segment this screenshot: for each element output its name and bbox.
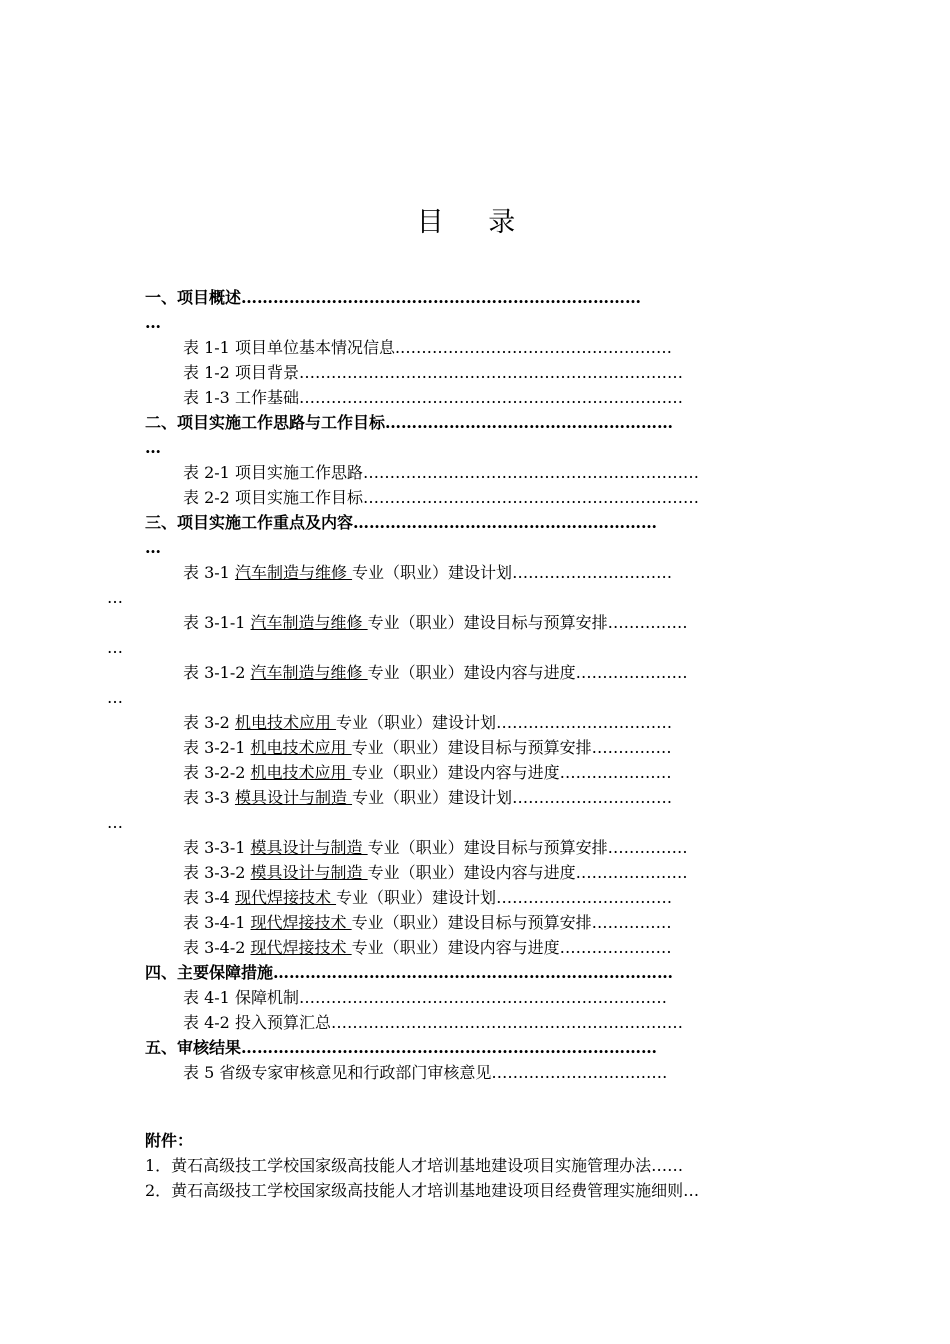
toc-entry[interactable]: [145, 760, 785, 785]
toc-entry[interactable]: [145, 860, 785, 885]
toc-entry-title: 五、审核结果: [145, 1038, 242, 1057]
toc-entry-number: 表 3-1-2: [183, 663, 251, 682]
toc-leader: ………………………………………………: [385, 413, 674, 432]
toc-leader: …………………………………………………: [353, 513, 658, 532]
toc-entry-title: 表 1-1 项目单位基本情况信息.: [183, 338, 401, 357]
toc-entry-title: 专业（职业）建设目标与预算安排: [367, 613, 608, 632]
toc-leader-continuation: …: [107, 588, 123, 607]
toc-entry[interactable]: [145, 985, 785, 1010]
toc-entry[interactable]: [145, 485, 785, 510]
toc-entry-specialty: 汽车制造与维修: [234, 563, 353, 582]
toc-leader: ……………: [591, 913, 672, 932]
table-of-contents: [107, 285, 785, 1085]
toc-leader-continuation: …: [107, 813, 123, 832]
toc-leader-continuation: …: [145, 313, 161, 332]
toc-entry-title: 表 2-2 项目实施工作目标: [183, 488, 363, 507]
toc-entry-title: 专业（职业）建设内容与进度: [367, 863, 576, 882]
toc-entry[interactable]: [107, 660, 785, 710]
attachments-heading: 附件：: [145, 1131, 194, 1150]
toc-entry[interactable]: [107, 785, 785, 835]
toc-leader: …………………: [575, 663, 688, 682]
toc-entry-title: 专业（职业）建设目标与预算安排: [351, 738, 592, 757]
toc-entry[interactable]: [145, 835, 785, 860]
toc-entry-title: 专业（职业）建设内容与进度: [367, 663, 576, 682]
toc-entry[interactable]: [145, 885, 785, 910]
toc-entry-title: 专业（职业）建设计划: [352, 788, 513, 807]
toc-entry-number: 表 3-2: [183, 713, 235, 732]
toc-entry-title: 表 2-1 项目实施工作思路: [183, 463, 363, 482]
toc-entry[interactable]: [145, 710, 785, 735]
toc-entry-title: 表 1-2 项目背景: [183, 363, 299, 382]
toc-entry-title: 专业（职业）建设内容与进度: [351, 938, 560, 957]
toc-entry-number: 表 3-3-1: [183, 838, 251, 857]
toc-entry-number: 表 3-4-1: [183, 913, 251, 932]
toc-entry-title: 三、项目实施工作重点及内容: [145, 513, 354, 532]
toc-entry-title: 二、项目实施工作思路与工作目标: [145, 413, 386, 432]
toc-section[interactable]: [145, 410, 785, 460]
toc-leader: …………………………: [512, 788, 673, 807]
toc-leader-continuation: …: [107, 688, 123, 707]
toc-entry[interactable]: [145, 735, 785, 760]
toc-leader: ……………………………………………………………………: [241, 1038, 658, 1057]
toc-leader: ……………………………: [496, 888, 673, 907]
toc-entry[interactable]: [145, 1010, 785, 1035]
toc-entry-specialty: 模具设计与制造: [250, 863, 368, 882]
toc-entry[interactable]: [145, 335, 785, 360]
toc-entry-title: 表 4-1 保障机制: [183, 988, 299, 1007]
toc-leader-continuation: …: [145, 438, 161, 457]
toc-entry-title: 专业（职业）建设目标与预算安排: [367, 838, 608, 857]
toc-leader: ……………………………………………: [400, 338, 673, 357]
toc-entry-title: 表 4-2 投入预算汇总: [183, 1013, 331, 1032]
toc-leader: ………………………………………………………: [362, 463, 699, 482]
toc-section[interactable]: [145, 1035, 785, 1060]
attachments: [145, 1128, 825, 1203]
toc-entry-specialty: 机电技术应用: [250, 738, 352, 757]
toc-entry-number: 表 3-1: [183, 563, 235, 582]
toc-entry-number: 表 3-4: [183, 888, 235, 907]
toc-entry-number: 表 3-3-2: [183, 863, 251, 882]
toc-entry-specialty: 模具设计与制造: [234, 788, 353, 807]
toc-entry-specialty: 汽车制造与维修: [250, 613, 368, 632]
toc-entry-number: 表 3-3: [183, 788, 235, 807]
toc-leader-continuation: …: [107, 638, 123, 657]
toc-leader: …………………………………………………………………: [241, 288, 642, 307]
toc-entry-title: 专业（职业）建设目标与预算安排: [351, 913, 592, 932]
toc-entry-title: 专业（职业）建设计划: [336, 888, 497, 907]
toc-entry-specialty: 汽车制造与维修: [250, 663, 368, 682]
toc-entry-specialty: 模具设计与制造: [250, 838, 368, 857]
attachment-item[interactable]: 1．黄石高级技工学校国家级高技能人才培训基地建设项目实施管理办法……: [145, 1156, 684, 1175]
toc-leader: ………………………………………………………………: [298, 388, 683, 407]
toc-entry[interactable]: [145, 910, 785, 935]
toc-entry[interactable]: [107, 560, 785, 610]
toc-leader: ……………: [607, 613, 688, 632]
toc-leader: ………………………………………………………………: [298, 363, 683, 382]
toc-entry-number: 表 3-2-1: [183, 738, 251, 757]
toc-entry[interactable]: [145, 460, 785, 485]
toc-leader: ………………………………………………………: [362, 488, 699, 507]
toc-leader-continuation: …: [145, 538, 161, 557]
toc-entry-title: 专业（职业）建设计划: [336, 713, 497, 732]
toc-leader: ……………………………: [491, 1063, 668, 1082]
toc-section[interactable]: [145, 510, 785, 560]
toc-entry-specialty: 现代焊接技术: [250, 938, 352, 957]
toc-leader: …………………: [575, 863, 688, 882]
toc-entry-title: 表 5 省级专家审核意见和行政部门审核意见: [183, 1063, 492, 1082]
toc-entry-specialty: 现代焊接技术: [250, 913, 352, 932]
toc-section[interactable]: [145, 960, 785, 985]
toc-section[interactable]: [145, 285, 785, 335]
toc-entry-specialty: 机电技术应用: [234, 713, 337, 732]
toc-entry-number: 表 3-4-2: [183, 938, 251, 957]
toc-entry[interactable]: [145, 935, 785, 960]
toc-entry-title: 专业（职业）建设内容与进度: [351, 763, 560, 782]
toc-entry[interactable]: [145, 1060, 785, 1085]
page-title: 目 录: [416, 207, 534, 238]
toc-entry[interactable]: [145, 360, 785, 385]
toc-entry-title: 表 1-3 工作基础: [183, 388, 299, 407]
toc-leader: ……………………………………………………………: [298, 988, 667, 1007]
attachment-item[interactable]: 2．黄石高级技工学校国家级高技能人才培训基地建设项目经费管理实施细则…: [145, 1181, 700, 1200]
toc-entry-number: 表 3-1-1: [183, 613, 251, 632]
toc-entry[interactable]: [145, 385, 785, 410]
toc-leader: ……………………………: [496, 713, 673, 732]
toc-leader: …………………………………………………………………: [273, 963, 674, 982]
toc-entry[interactable]: [107, 610, 785, 660]
toc-entry-specialty: 机电技术应用: [250, 763, 352, 782]
toc-entry-title: 专业（职业）建设计划: [352, 563, 513, 582]
toc-entry-specialty: 现代焊接技术: [234, 888, 337, 907]
toc-leader: ……………: [607, 838, 688, 857]
toc-leader: …………………: [559, 763, 672, 782]
toc-leader: …………………………………………………………: [330, 1013, 683, 1032]
toc-leader: …………………………: [512, 563, 673, 582]
toc-leader: …………………: [559, 938, 672, 957]
toc-entry-title: 一、项目概述: [145, 288, 242, 307]
toc-leader: ……………: [591, 738, 672, 757]
toc-entry-number: 表 3-2-2: [183, 763, 251, 782]
toc-entry-title: 四、主要保障措施: [145, 963, 274, 982]
